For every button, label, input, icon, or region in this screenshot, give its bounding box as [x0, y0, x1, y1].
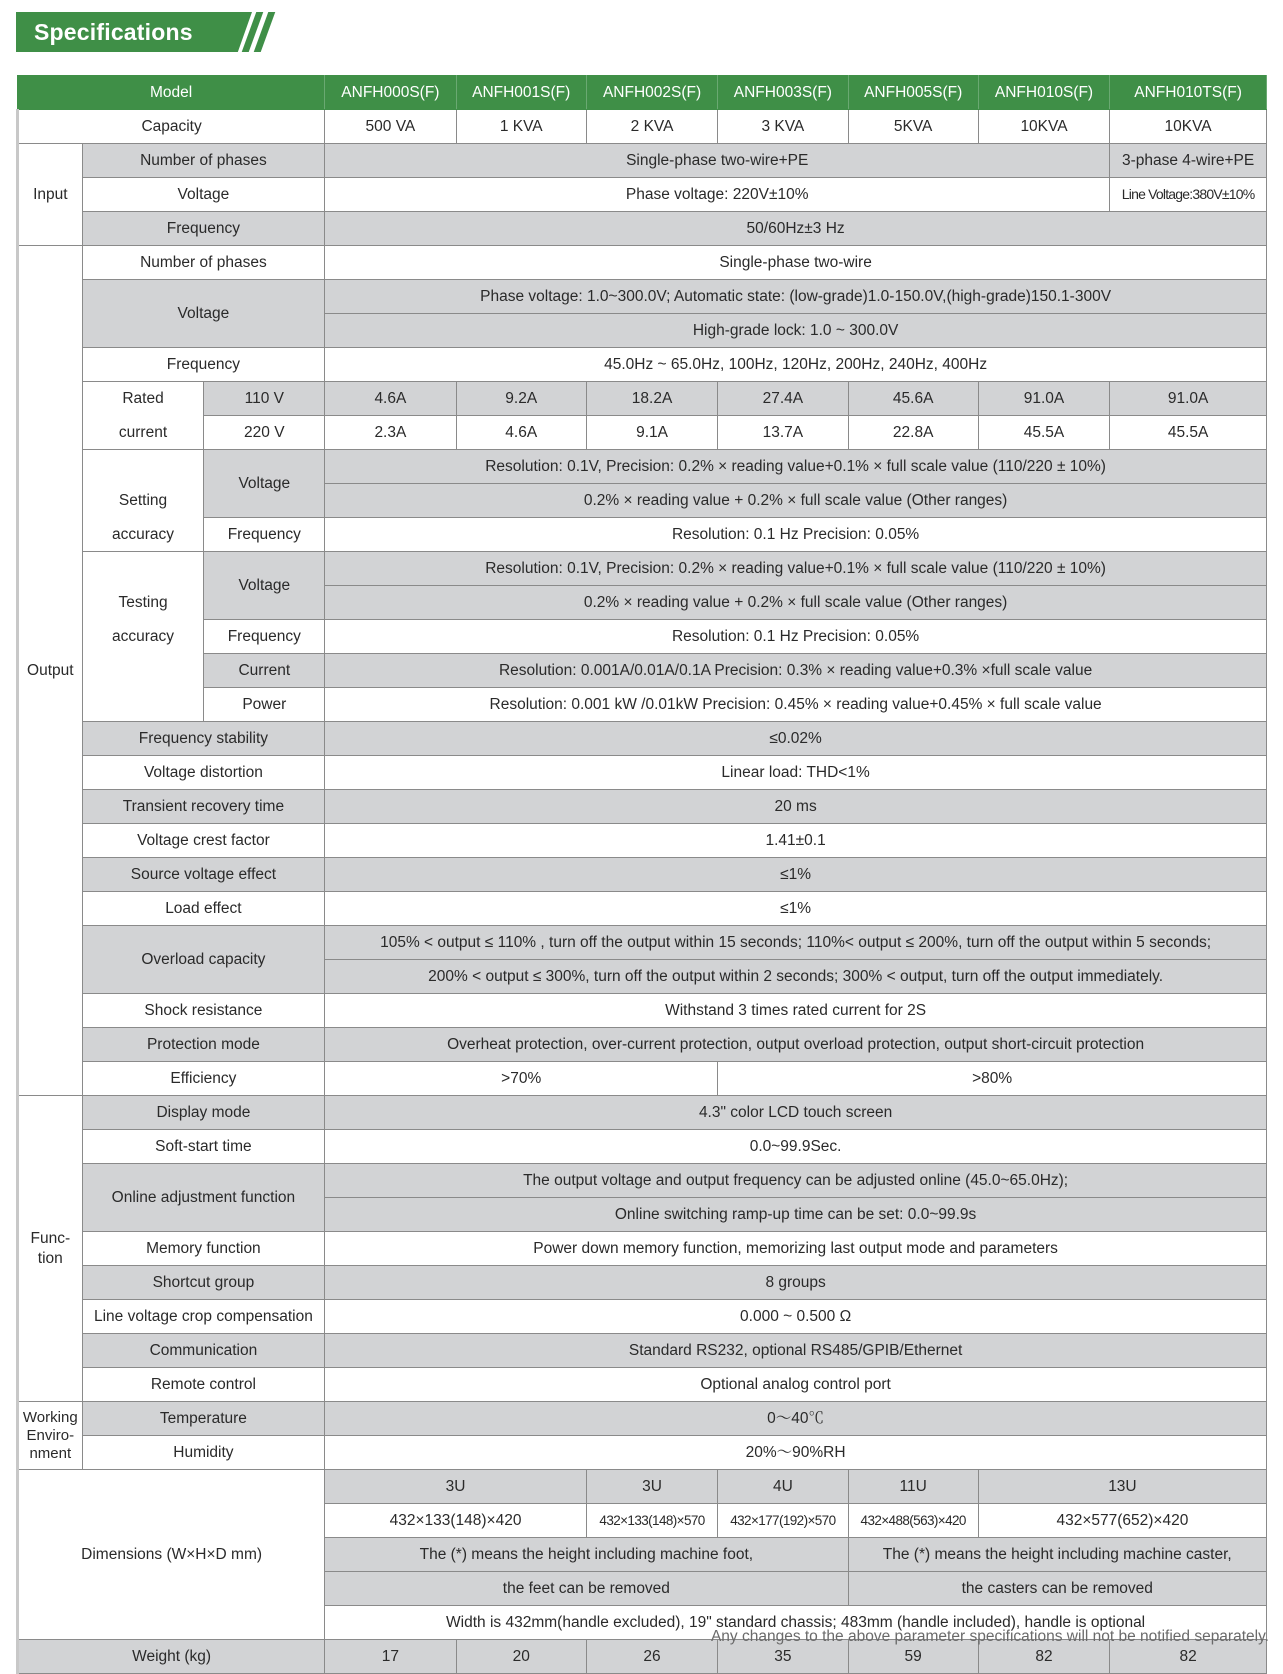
cell: 50/60Hz±3 Hz: [325, 212, 1267, 246]
cell: Width is 432mm(handle excluded), 19" standard chassis; 483mm (handle included), handle is optional: [325, 1606, 1267, 1640]
cell: 0.2% × reading value + 0.2% × full scale value (Other ranges): [325, 586, 1267, 620]
cell: Phase voltage: 1.0~300.0V; Automatic state: (low-grade)1.0-150.0V,(high-grade)150.1-300V: [325, 280, 1267, 314]
cell: 11U: [848, 1470, 978, 1504]
cell: 0.000 ~ 0.500 Ω: [325, 1300, 1267, 1334]
table-row: [18, 110, 1267, 144]
cell: 45.5A: [978, 416, 1109, 450]
row-label: accuracy: [82, 518, 204, 552]
cell: >80%: [718, 1062, 1267, 1096]
row-label: Voltage crest factor: [82, 824, 325, 858]
row-label: Load effect: [82, 892, 325, 926]
table-row: [18, 926, 1267, 960]
table-row: [18, 1436, 1267, 1470]
table-row: [18, 756, 1267, 790]
row-label: Frequency: [82, 348, 325, 382]
table-row: [18, 144, 1267, 178]
footnote: Any changes to the above parameter specifications will not be notified separately.: [710, 1628, 1269, 1645]
table-row: [18, 892, 1267, 926]
row-label: Capacity: [18, 110, 325, 144]
cell: 10KVA: [978, 110, 1109, 144]
model-column-header: ANFH000S(F): [325, 76, 456, 110]
cell: 22.8A: [848, 416, 978, 450]
cell: 82: [1110, 1640, 1267, 1674]
cell: 105% < output ≤ 110% , turn off the output within 15 seconds; 110%< output ≤ 200%, turn off the output within 5 seconds;: [325, 926, 1267, 960]
cell: Resolution: 0.1 Hz Precision: 0.05%: [325, 620, 1267, 654]
table-row: [18, 348, 1267, 382]
table-row: [18, 824, 1267, 858]
cell: 91.0A: [978, 382, 1109, 416]
cell: 5KVA: [848, 110, 978, 144]
cell: 82: [978, 1640, 1109, 1674]
row-label-spacer: [82, 688, 204, 722]
row-label-spacer: [82, 450, 204, 484]
cell: Resolution: 0.1V, Precision: 0.2% × reading value+0.1% × full scale value (110/220 ± 10%): [325, 450, 1267, 484]
category-label-line: nment: [29, 1444, 72, 1462]
cell: 3U: [325, 1470, 587, 1504]
table-row: [18, 620, 1267, 654]
page-title: Specifications: [34, 19, 193, 45]
sub-label: Current: [204, 654, 325, 688]
cell: 18.2A: [586, 382, 717, 416]
row-label: Frequency stability: [82, 722, 325, 756]
row-label: Overload capacity: [82, 926, 325, 994]
cell: 4.6A: [325, 382, 456, 416]
cell: Overheat protection, over-current protection, output overload protection, output short-circuit protection: [325, 1028, 1267, 1062]
table-row: [18, 1028, 1267, 1062]
cell: 432×133(148)×570: [586, 1504, 717, 1538]
section-title-banner: [16, 12, 250, 52]
cell: ≤1%: [325, 858, 1267, 892]
row-label-spacer: [82, 552, 204, 586]
table-row: [18, 382, 1267, 416]
cell: The (*) means the height including machine caster,: [848, 1538, 1266, 1572]
table-row: [18, 1130, 1267, 1164]
cell: ≤1%: [325, 892, 1267, 926]
cell: 17: [325, 1640, 456, 1674]
cell: 9.2A: [456, 382, 586, 416]
table-row: [18, 858, 1267, 892]
cell: 20: [456, 1640, 586, 1674]
cell: 432×177(192)×570: [718, 1504, 848, 1538]
cell: Resolution: 0.1 Hz Precision: 0.05%: [325, 518, 1267, 552]
table-row: [18, 1062, 1267, 1096]
sub-label: 110 V: [204, 382, 325, 416]
table-header-row: [18, 76, 1267, 110]
cell: Standard RS232, optional RS485/GPIB/Ethernet: [325, 1334, 1267, 1368]
table-row: [18, 994, 1267, 1028]
row-label: Rated: [82, 382, 204, 416]
cell: 1.41±0.1: [325, 824, 1267, 858]
row-label: Frequency: [82, 212, 325, 246]
row-label: Humidity: [82, 1436, 325, 1470]
row-label: Shock resistance: [82, 994, 325, 1028]
cell: 91.0A: [1110, 382, 1267, 416]
model-column-header: ANFH005S(F): [848, 76, 978, 110]
cell: 35: [718, 1640, 848, 1674]
row-label: Communication: [82, 1334, 325, 1368]
cell: 45.5A: [1110, 416, 1267, 450]
cell: 13.7A: [718, 416, 848, 450]
cell: 0～40℃: [325, 1402, 1267, 1436]
cell: Withstand 3 times rated current for 2S: [325, 994, 1267, 1028]
sub-label: Voltage: [204, 552, 325, 620]
cell: ≤0.02%: [325, 722, 1267, 756]
table-row: [18, 1164, 1267, 1198]
table-row: [18, 688, 1267, 722]
row-label: Dimensions (W×H×D mm): [18, 1470, 325, 1640]
model-column-header: ANFH002S(F): [586, 76, 717, 110]
model-column-header: ANFH010S(F): [978, 76, 1109, 110]
row-label: Setting: [82, 484, 204, 518]
cell: 20 ms: [325, 790, 1267, 824]
cell: the feet can be removed: [325, 1572, 848, 1606]
cell: 20%～90%RH: [325, 1436, 1267, 1470]
row-label: Efficiency: [82, 1062, 325, 1096]
row-label: Soft-start time: [82, 1130, 325, 1164]
cell: 2 KVA: [586, 110, 717, 144]
cell: 3 KVA: [718, 110, 848, 144]
cell: 0.0~99.9Sec.: [325, 1130, 1267, 1164]
sub-label: Frequency: [204, 620, 325, 654]
row-label: Remote control: [82, 1368, 325, 1402]
table-row: [18, 654, 1267, 688]
row-label: Number of phases: [82, 144, 325, 178]
table-row: [18, 790, 1267, 824]
cell: Line Voltage:380V±10%: [1110, 178, 1267, 212]
cell: 1 KVA: [456, 110, 586, 144]
table-row: [18, 280, 1267, 314]
slash-decoration-icon: [246, 12, 282, 52]
row-label: Temperature: [82, 1402, 325, 1436]
cell: The (*) means the height including machine foot,: [325, 1538, 848, 1572]
table-row: [18, 212, 1267, 246]
table-row: [18, 1300, 1267, 1334]
model-column-header: ANFH010TS(F): [1110, 76, 1267, 110]
table-row: [18, 178, 1267, 212]
row-label: Shortcut group: [82, 1266, 325, 1300]
cell: 432×133(148)×420: [325, 1504, 587, 1538]
table-row: [18, 722, 1267, 756]
cell: 2.3A: [325, 416, 456, 450]
model-column-header: ANFH003S(F): [718, 76, 848, 110]
cell: 59: [848, 1640, 978, 1674]
specifications-table: [16, 75, 1267, 1674]
cell: Linear load: THD<1%: [325, 756, 1267, 790]
sub-label: Voltage: [204, 450, 325, 518]
table-row: [18, 552, 1267, 586]
row-label: current: [82, 416, 204, 450]
cell: 45.0Hz ~ 65.0Hz, 100Hz, 120Hz, 200Hz, 240Hz, 400Hz: [325, 348, 1267, 382]
table-row: [18, 416, 1267, 450]
row-label: Number of phases: [82, 246, 325, 280]
table-row: [18, 1266, 1267, 1300]
cell: 26: [586, 1640, 717, 1674]
cell: The output voltage and output frequency can be adjusted online (45.0~65.0Hz);: [325, 1164, 1267, 1198]
table-row: [18, 1402, 1267, 1436]
category-environment: [18, 1402, 83, 1470]
row-label: Online adjustment function: [82, 1164, 325, 1232]
row-label: Voltage: [82, 280, 325, 348]
sub-label: Power: [204, 688, 325, 722]
table-row: [18, 1470, 1267, 1504]
sub-label: 220 V: [204, 416, 325, 450]
cell: 4.3" color LCD touch screen: [325, 1096, 1267, 1130]
model-header: Model: [18, 76, 325, 110]
row-label: Weight (kg): [18, 1640, 325, 1674]
category-label-line: tion: [37, 1249, 63, 1267]
cell: 3-phase 4-wire+PE: [1110, 144, 1267, 178]
cell: High-grade lock: 1.0 ~ 300.0V: [325, 314, 1267, 348]
cell: 3U: [586, 1470, 717, 1504]
cell: 4.6A: [456, 416, 586, 450]
row-label: Voltage distortion: [82, 756, 325, 790]
table-row: [18, 1096, 1267, 1130]
cell: Single-phase two-wire+PE: [325, 144, 1110, 178]
row-label: Testing: [82, 586, 204, 620]
cell: 4U: [718, 1470, 848, 1504]
table-row: [18, 1334, 1267, 1368]
cell: Resolution: 0.1V, Precision: 0.2% × reading value+0.1% × full scale value (110/220 ± 10%): [325, 552, 1267, 586]
table-row: [18, 1368, 1267, 1402]
cell: 8 groups: [325, 1266, 1267, 1300]
category-output: Output: [18, 246, 83, 1096]
category-label-line: Working: [22, 1408, 78, 1426]
category-input: Input: [18, 144, 83, 246]
cell: 200% < output ≤ 300%, turn off the output within 2 seconds; 300% < output, turn off the output immediately.: [325, 960, 1267, 994]
row-label: Voltage: [82, 178, 325, 212]
cell: Optional analog control port: [325, 1368, 1267, 1402]
cell: 0.2% × reading value + 0.2% × full scale value (Other ranges): [325, 484, 1267, 518]
category-label-line: Func-: [30, 1229, 71, 1247]
row-label: Protection mode: [82, 1028, 325, 1062]
cell: 432×577(652)×420: [978, 1504, 1266, 1538]
row-label: Source voltage effect: [82, 858, 325, 892]
table-row: [18, 450, 1267, 484]
cell: 27.4A: [718, 382, 848, 416]
sub-label: Frequency: [204, 518, 325, 552]
cell: 432×488(563)×420: [848, 1504, 978, 1538]
row-label: accuracy: [82, 620, 204, 654]
table-row: [18, 1232, 1267, 1266]
cell: 45.6A: [848, 382, 978, 416]
cell: Single-phase two-wire: [325, 246, 1267, 280]
cell: 13U: [978, 1470, 1266, 1504]
cell: Power down memory function, memorizing last output mode and parameters: [325, 1232, 1267, 1266]
table-row: [18, 246, 1267, 280]
cell: 500 VA: [325, 110, 456, 144]
cell: >70%: [325, 1062, 718, 1096]
row-label-spacer: [82, 654, 204, 688]
row-label: Memory function: [82, 1232, 325, 1266]
row-label: Display mode: [82, 1096, 325, 1130]
table-row: [18, 518, 1267, 552]
row-label: Line voltage crop compensation: [82, 1300, 325, 1334]
cell: 9.1A: [586, 416, 717, 450]
cell: 10KVA: [1110, 110, 1267, 144]
category-label-line: Enviro-: [26, 1426, 75, 1444]
category-function: [18, 1096, 83, 1402]
cell: the casters can be removed: [848, 1572, 1266, 1606]
cell: Resolution: 0.001A/0.01A/0.1A Precision: 0.3% × reading value+0.3% ×full scale value: [325, 654, 1267, 688]
cell: Resolution: 0.001 kW /0.01kW Precision: 0.45% × reading value+0.45% × full scale value: [325, 688, 1267, 722]
cell: Online switching ramp-up time can be set: 0.0~99.9s: [325, 1198, 1267, 1232]
model-column-header: ANFH001S(F): [456, 76, 586, 110]
cell: Phase voltage: 220V±10%: [325, 178, 1110, 212]
row-label: Transient recovery time: [82, 790, 325, 824]
